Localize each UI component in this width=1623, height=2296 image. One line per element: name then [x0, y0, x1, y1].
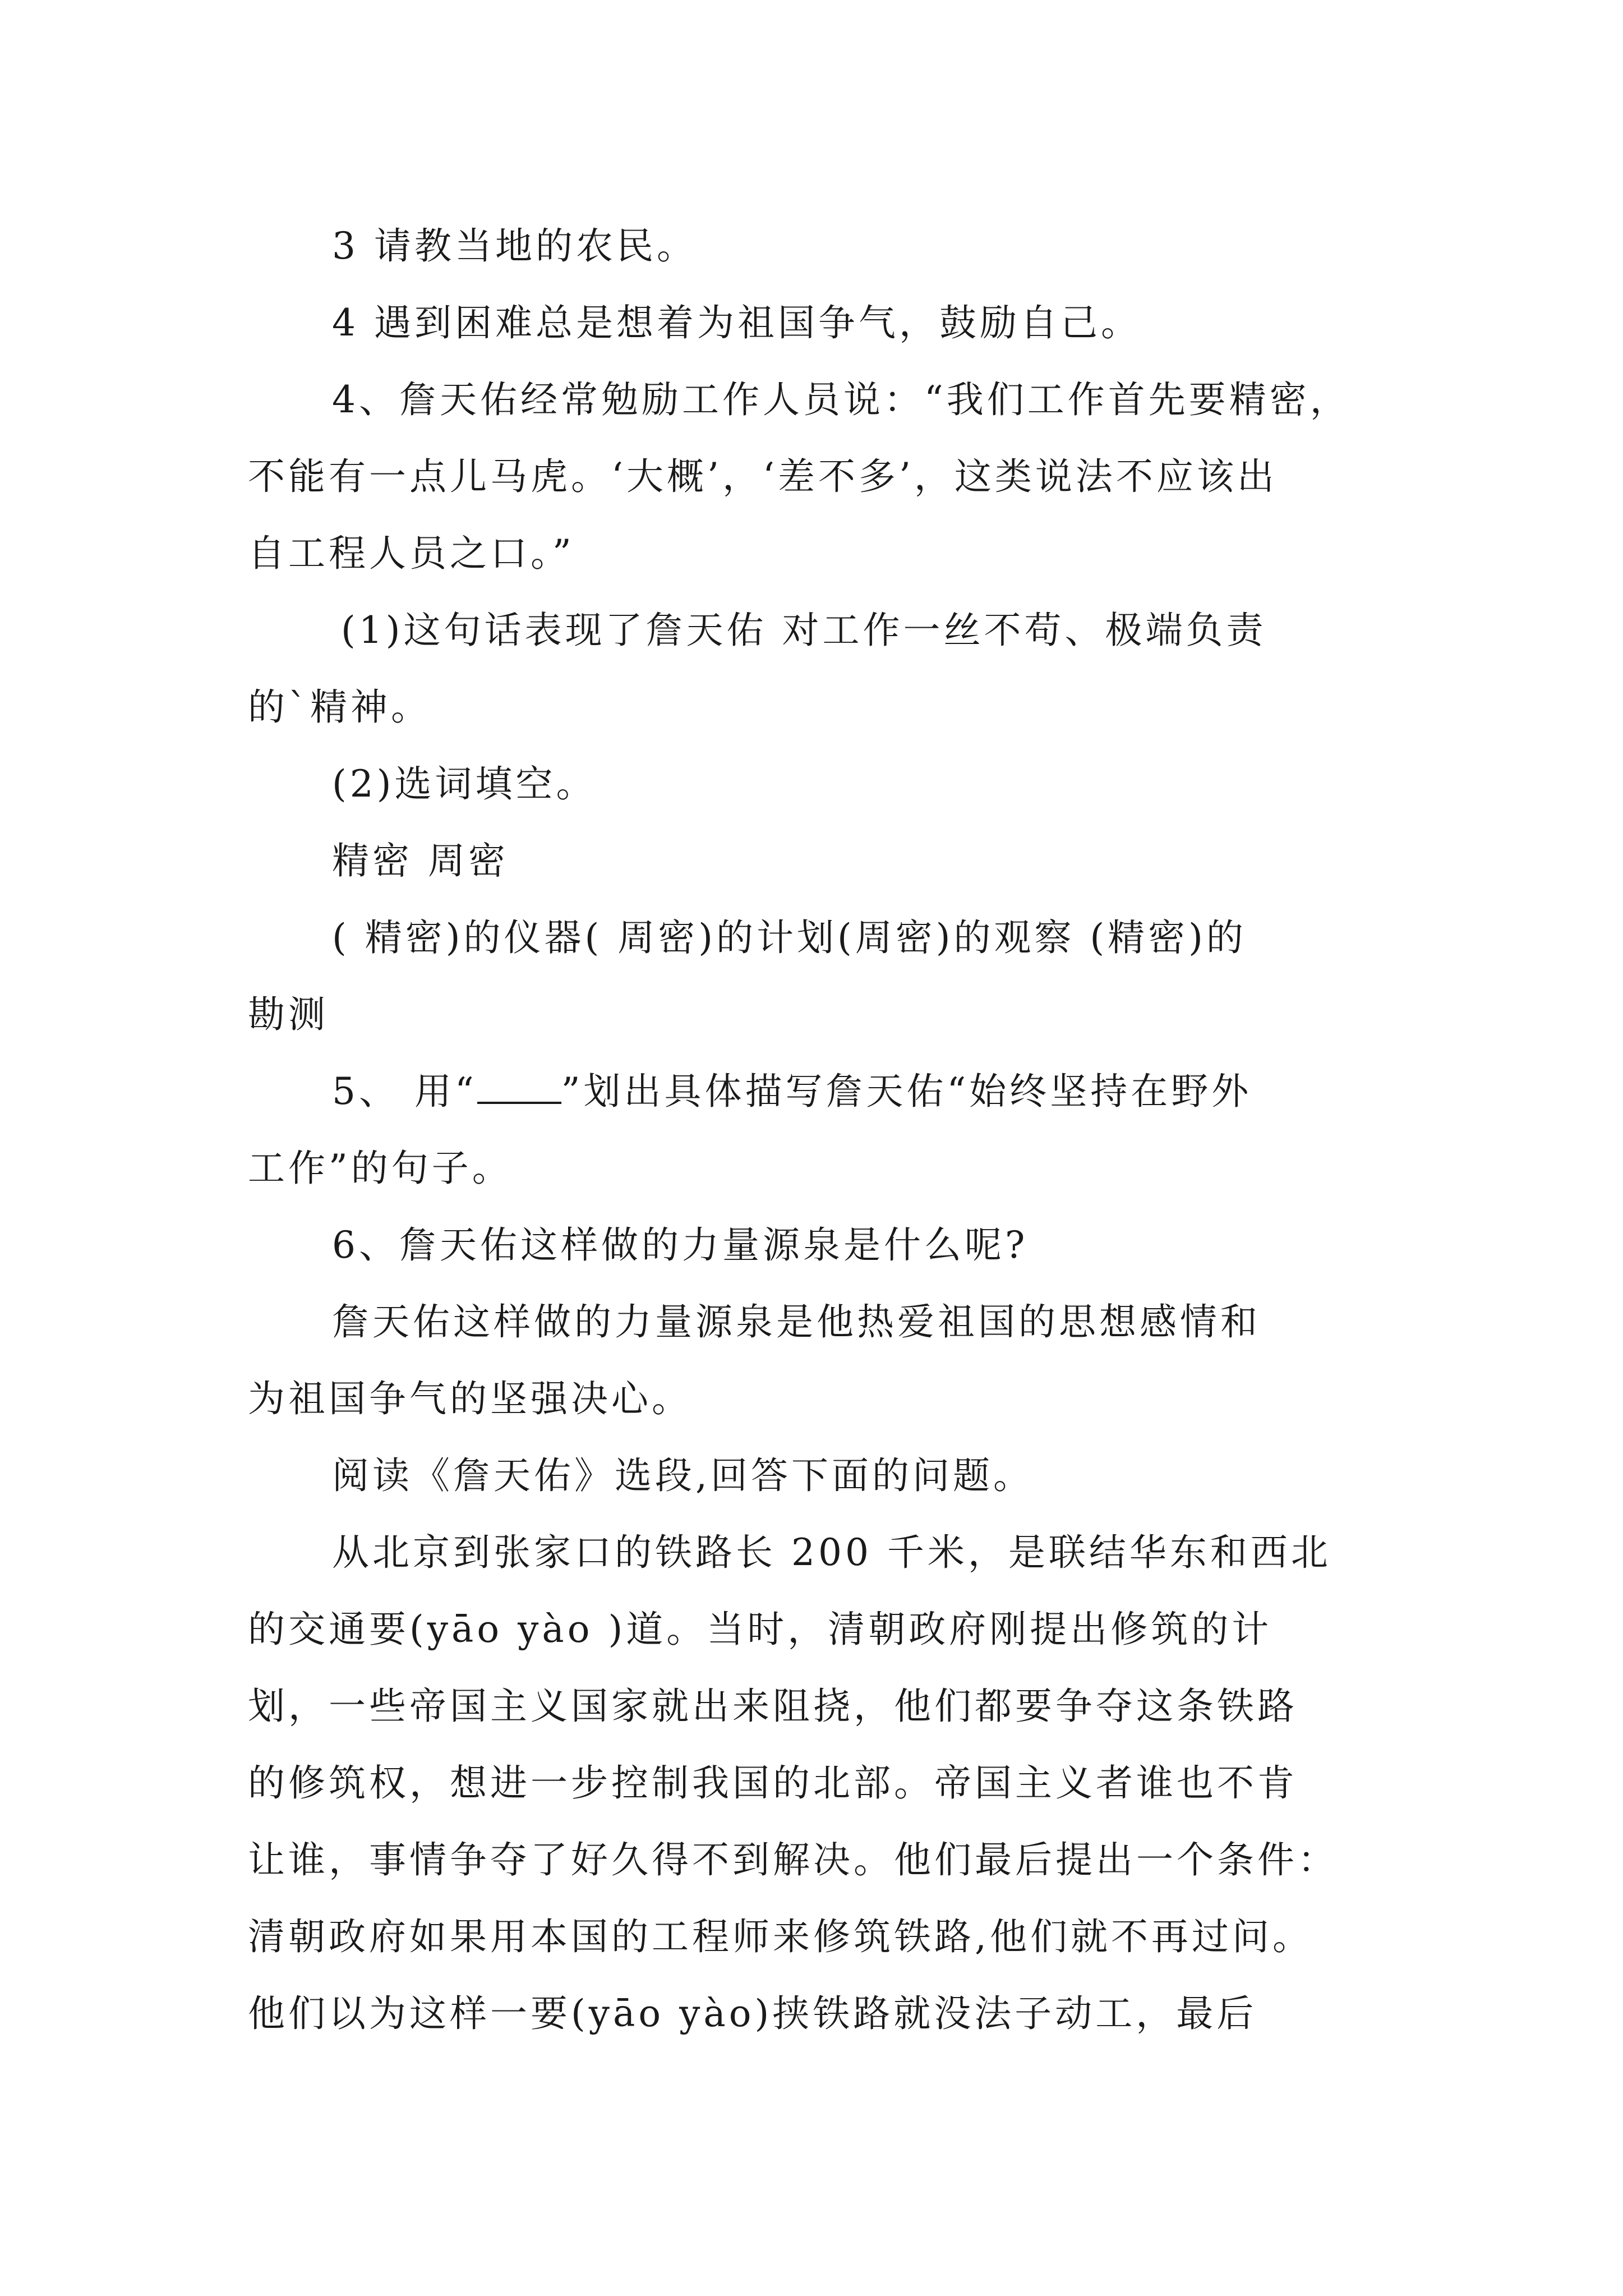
- text-line: 4、詹天佑经常勉励工作人员说：“我们工作首先要精密，: [332, 378, 1350, 421]
- text-line: 自工程人员之口。”: [248, 532, 575, 575]
- underline-blank: [477, 1070, 561, 1104]
- text-line: 他们以为这样一要(yāo yào)挟铁路就没法子动工，最后: [248, 1992, 1257, 2035]
- text-line: 不能有一点儿马虎。‘大概’，‘差不多’，这类说法不应该出: [248, 455, 1278, 498]
- text-line: 划，一些帝国主义国家就出来阻挠，他们都要争夺这条铁路: [248, 1685, 1298, 1728]
- question-5-prefix: 5、 用“: [332, 1070, 477, 1113]
- question-5-suffix: ”划出具体描写詹天佑“始终坚持在野外: [561, 1070, 1252, 1113]
- text-line: 为祖国争气的坚强决心。: [248, 1377, 692, 1420]
- text-line: 让谁，事情争夺了好久得不到解决。他们最后提出一个条件：: [248, 1838, 1338, 1881]
- text-line: 3 请教当地的农民。: [332, 224, 697, 268]
- text-line: (2)选词填空。: [332, 762, 597, 806]
- text-line: 的`精神。: [248, 685, 431, 729]
- text-line: (1)这句话表现了詹天佑 对工作一丝不苟、极端负责: [341, 609, 1267, 652]
- text-line: ( 精密)的仪器( 周密)的计划(周密)的观察 (精密)的: [332, 916, 1247, 959]
- text-line: 4 遇到困难总是想着为祖国争气，鼓励自己。: [332, 301, 1141, 344]
- text-line: 詹天佑这样做的力量源泉是他热爱祖国的思想感情和: [332, 1300, 1261, 1343]
- text-line: 精密 周密: [332, 839, 509, 882]
- text-line: 阅读《詹天佑》选段,回答下面的问题。: [332, 1454, 1034, 1497]
- text-line: 工作”的句子。: [248, 1147, 513, 1190]
- text-line: 清朝政府如果用本国的工程师来修筑铁路,他们就不再过问。: [248, 1915, 1313, 1958]
- text-line: 的修筑权，想进一步控制我国的北部。帝国主义者谁也不肯: [248, 1761, 1298, 1805]
- text-line: 从北京到张家口的铁路长 200 千米，是联结华东和西北: [332, 1531, 1331, 1574]
- text-line: 的交通要(yāo yào )道。当时，清朝政府刚提出修筑的计: [248, 1608, 1272, 1651]
- text-line: 勘测: [248, 993, 329, 1036]
- text-line: 6、詹天佑这样做的力量源泉是什么呢?: [332, 1223, 1029, 1267]
- document-body: [248, 208, 1381, 2052]
- text-line-with-blank: [248, 1053, 1381, 1130]
